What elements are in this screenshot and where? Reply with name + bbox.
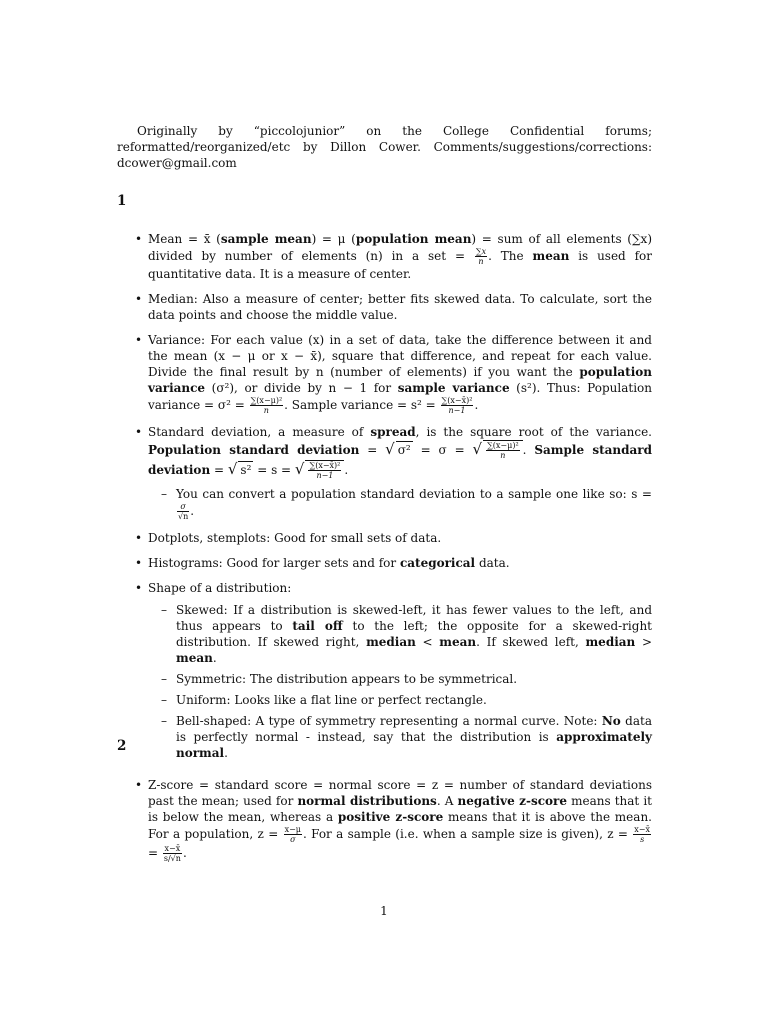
convert-fraction: $\frac{\sigma}{√n}$ xyxy=(178,502,189,521)
section-2-number: 2 xyxy=(117,738,127,754)
section-2-list xyxy=(117,777,652,872)
list-item-histograms: • Histograms: Good for larger sets and for categorical data. xyxy=(117,555,652,571)
section-1-list xyxy=(117,231,652,770)
sublist-item-skewed: – Skewed: If a distribution is skewed-left, it has fewer values to the left, and thus appears to tail off to the left; the opposite for a skewed-right distribution. If skewed right, median < mean. If skewed left, median > mean. xyxy=(148,602,652,666)
list-item-standard-deviation: • Standard deviation, a measure of spread, is the square root of the variance. Population standard deviation = √ σ² = σ = √ $\frac{\text{∑(x−μ)²}}{n}$ . Sample standard deviation = √ s² = s = √ $\frac{\text{∑(x−x̄)²}}{n-1}$ . – You can convert a population standard deviation to a sample one like so: s = $\frac{\sigma}{√n}$ . xyxy=(117,424,652,521)
list-item-dotplots: • Dotplots, stemplots: Good for small sets of data. xyxy=(117,530,652,546)
list-item-zscore: • Z-score = standard score = normal score = z = number of standard deviations past the mean; used for normal distributions. A negative z-score means that it is below the mean, whereas a positive z-score means that it is above the mean. For a population, z = $\frac{x-\mu}{\sigma}$ . For a sample (i.e. when a sample size is given), z = $\frac{x-x̄}{s}$ = $\frac{x-x̄}{s/√n}$ . xyxy=(117,777,652,863)
sublist-item-bell: – Bell-shaped: A type of symmetry representing a normal curve. Note: No data is perfectly normal - instead, say that the distribution is approximately normal. xyxy=(148,713,652,761)
sqrt-symbol-icon: √ xyxy=(227,460,238,478)
mean-fraction: $\frac{\sum x}{n}$ xyxy=(475,247,487,266)
list-item-variance: • Variance: For each value (x) in a set of data, take the difference between it and the mean (x − μ or x − x̄), square that difference, and repeat for each value. Divide the final result by n (number of elements) if you want the population variance (σ²), or divide by n − 1 for sample variance (s²). Thus: Population variance = σ² = $\frac{\text{∑(x−μ)²}}{n}$ . Sample variance = s² = $\frac{\text{∑(x−x̄)²}}{n-1}$ . xyxy=(117,332,652,415)
intro-text: Originally by “piccolojunior” on the College Confidential forums; reformatted/reorganized/etc by Dillon Cower. Comments/suggestions/corrections: dcower@gmail.com xyxy=(117,124,652,170)
population-z-fraction: $\frac{x-\mu}{\sigma}$ xyxy=(284,825,302,844)
sample-sd-fraction: $\frac{\text{∑(x−x̄)²}}{n-1}$ xyxy=(309,461,341,480)
sample-z-fraction: $\frac{x-x̄}{s}$ xyxy=(634,825,650,844)
population-variance-fraction: $\frac{\text{∑(x−μ)²}}{n}$ xyxy=(250,396,283,415)
list-item-shape: • Shape of a distribution: – Skewed: If a distribution is skewed-left, it has fewer values to the left, and thus appears to tail off to the left; the opposite for a skewed-right distribution. If skewed right, median < mean. If skewed left, median > mean. – Symmetric: The distribution appears to be symmetrical. – Uniform: Looks like a flat line or perfect rectangle. – Bell-shaped: A type of symmetry representing a normal curve. Note: No data is perfectly normal - instead, say that the distribution is approximately normal. xyxy=(117,580,652,761)
intro-paragraph xyxy=(117,123,652,171)
list-item-median: • Median: Also a measure of center; better fits skewed data. To calculate, sort the data points and choose the middle value. xyxy=(117,291,652,323)
sqrt-symbol-icon: √ xyxy=(294,460,305,478)
sample-z-fraction-alt: $\frac{x-x̄}{s/√n}$ xyxy=(163,844,181,863)
sublist-item-symmetric: – Symmetric: The distribution appears to be symmetrical. xyxy=(148,671,652,687)
sqrt-symbol-icon: √ xyxy=(472,440,483,458)
population-sd-fraction: $\frac{\text{∑(x−μ)²}}{n}$ xyxy=(487,441,519,460)
list-item-mean: • Mean = x̄ (sample mean) = μ (population mean) = sum of all elements (∑x) divided by number of elements (n) in a set = $\frac{\sum x}{n}$ . The mean is used for quantitative data. It is a measure of center. xyxy=(117,231,652,282)
stddev-sublist xyxy=(148,486,652,521)
section-1-number: 1 xyxy=(117,193,127,209)
shape-sublist xyxy=(148,602,652,761)
sqrt-symbol-icon: √ xyxy=(385,440,395,458)
page-number: 1 xyxy=(380,904,388,918)
sublist-item-uniform: – Uniform: Looks like a flat line or perfect rectangle. xyxy=(148,692,652,708)
sample-variance-fraction: $\frac{\text{∑(x−x̄)²}}{n-1}$ xyxy=(441,396,473,415)
sublist-item-convert: – You can convert a population standard deviation to a sample one like so: s = $\frac{\sigma}{√n}$ . xyxy=(148,486,652,521)
